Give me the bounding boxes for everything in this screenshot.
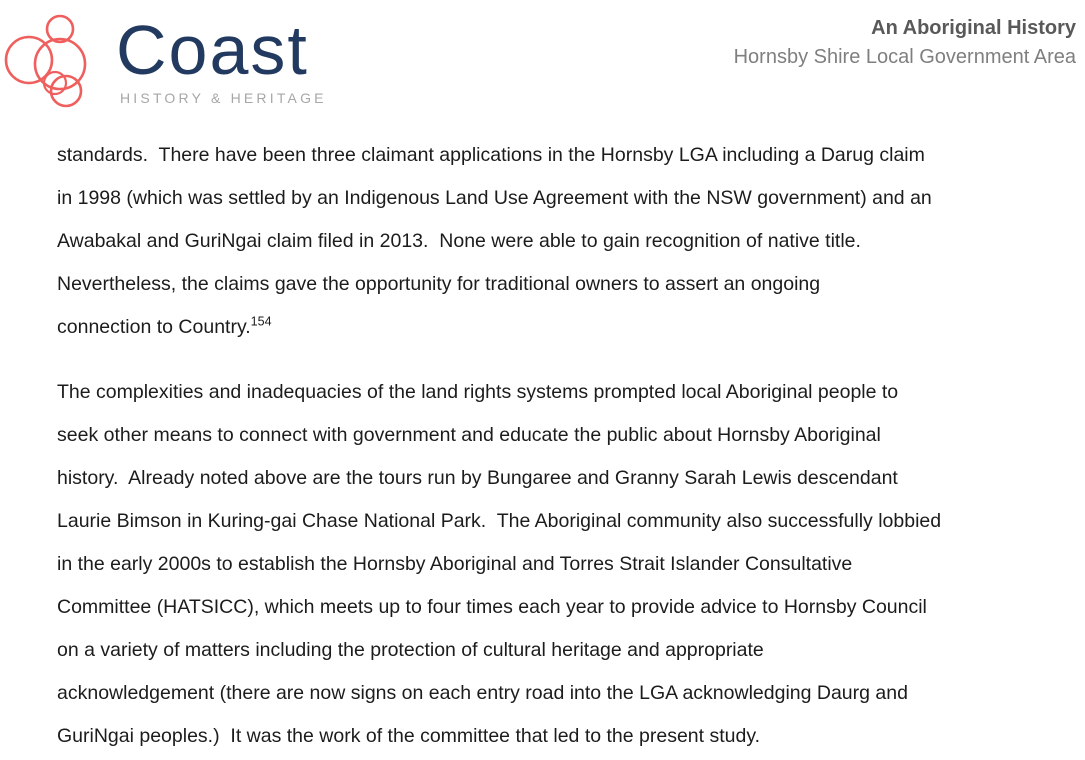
- paragraph-native-title-last-line: [57, 306, 1047, 349]
- document-body: [57, 134, 1047, 758]
- coast-logo: [2, 6, 327, 108]
- footnote-ref-154: 154: [250, 314, 272, 329]
- brand-name: Coast: [116, 11, 309, 89]
- last-line-text: connection to Country.: [57, 316, 251, 338]
- paragraph-native-title-lines: standards. There have been three claimant applications in the Hornsby LGA including a Darug claim in 1998 (which was settled by an Indigenous Land Use Agreement with the NSW government) and an Awabakal and GuriNgai claim filed in 2013. None were able to gain recognition of native title. Nevertheless, the claims gave the opportunity for traditional owners to assert an ongoing: [57, 144, 932, 295]
- paragraph-hatsicc-lines: The complexities and inadequacies of the land rights systems prompted local Aboriginal people to seek other means to connect with government and educate the public about Hornsby Aboriginal history. Already noted above are the tours run by Bungaree and Granny Sarah Lewis descendant Laurie Bimson in Kuring-gai Chase National Park. The Aboriginal community also successfully lobbied in the early 2000s to establish the Hornsby Aboriginal and Torres Strait Islander Consultative Committee (HATSICC), which meets up to four times each year to provide advice to Hornsby Council on a variety of matters including the protection of cultural heritage and appropriate acknowledgement (there are now signs on each entry road into the LGA acknowledging Daurg and GuriNgai peoples.) It was the work of the committee that led to the present study.: [57, 381, 942, 747]
- brand-tagline: HISTORY & HERITAGE: [120, 90, 327, 106]
- document-title: An Aboriginal History: [871, 17, 1076, 39]
- document-subtitle: Hornsby Shire Local Government Area: [733, 46, 1076, 68]
- document-header-text: [734, 14, 1076, 72]
- coast-logo-text: [116, 6, 327, 106]
- coast-logo-circles-icon: [2, 6, 104, 108]
- page-header: [0, 0, 1085, 118]
- paragraph-native-title: [57, 134, 1047, 349]
- paragraph-hatsicc: [57, 371, 1047, 758]
